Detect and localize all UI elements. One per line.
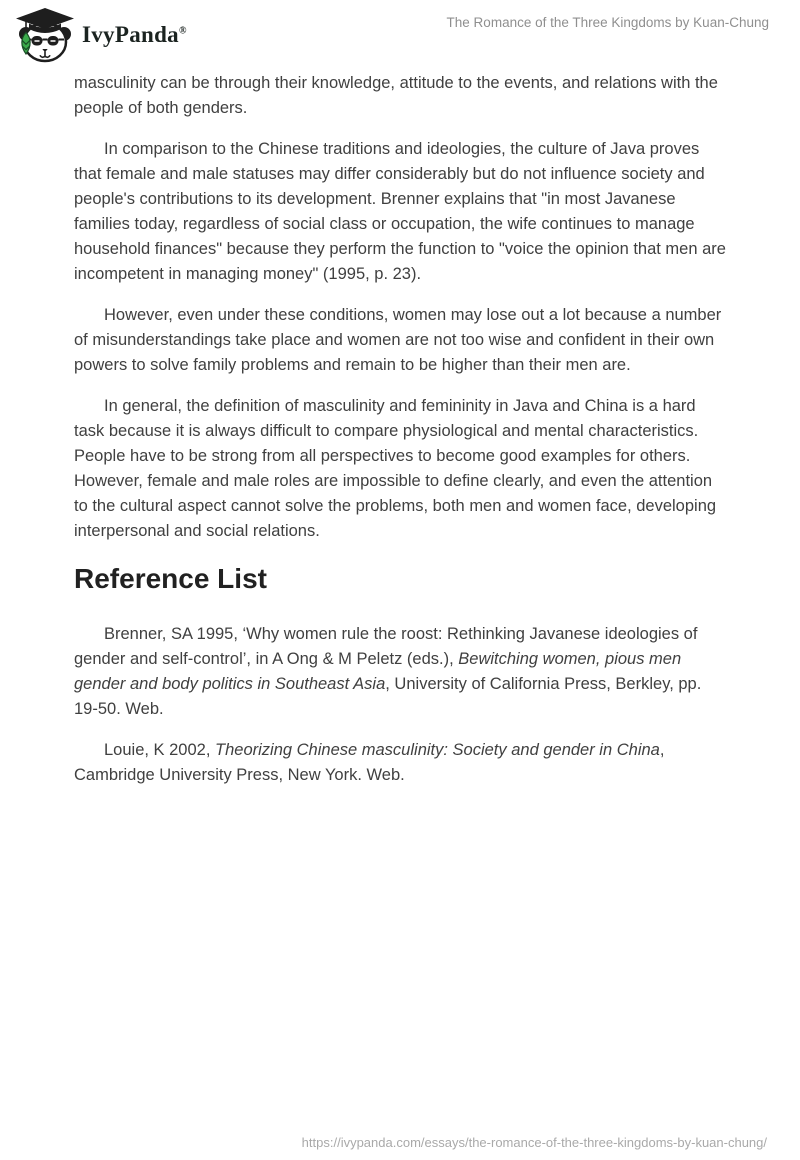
source-url-link[interactable]: https://ivypanda.com/essays/the-romance-of-the-three-kingdoms-by-kuan-chung/ (301, 1135, 767, 1150)
reference-title-italic: Theorizing Chinese masculinity: Society and gender in China (215, 741, 660, 759)
footer (302, 1135, 767, 1150)
reference-entry (74, 738, 726, 788)
essay-paragraph: masculinity can be through their knowledge, attitude to the events, and relations with the people of both genders. (74, 74, 718, 117)
reference-text: , University of California Press, Berkley, pp. 19-50. Web. (74, 675, 702, 718)
essay-paragraph: In general, the definition of masculinity and femininity in Java and China is a hard task because it is always difficult to compare physiological and mental characteristics. People have to be strong from all perspectives to become good examples for others. However, female and male roles are impossible to define clearly, and even the attention to the cultural aspect cannot solve the problems, both men and women face, developing interpersonal and social relations. (74, 397, 717, 540)
reference-text: Brenner, SA 1995, ‘Why women rule the roost: Rethinking Javanese ideologies of gender and self-control’, in A Ong & M Peletz (eds.), (74, 625, 698, 668)
ivypanda-panda-logo-icon (14, 7, 76, 63)
essay-paragraph: However, even under these conditions, women may lose out a lot because a number of misunderstandings take place and women are not too wise and confident in their own powers to solve family problems and remain to be higher than their men are. (74, 306, 722, 374)
brand-name (82, 22, 187, 48)
reference-title-italic: Bewitching women, pious men gender and body politics in Southeast Asia (74, 650, 682, 693)
essay-paragraphs (74, 71, 726, 544)
document-title: The Romance of the Three Kingdoms by Kuan-Chung (446, 15, 769, 30)
essay-paragraph: In comparison to the Chinese traditions and ideologies, the culture of Java proves that female and male statuses may differ considerably but do not influence society and people's contributions to its development. Brenner explains that "in most Javanese families today, regardless of social class or occupation, the wife continues to manage household finances" because they perform the function to "voice the opinion that men are incompetent in managing money" (1995, p. 23). (74, 140, 726, 283)
essay-content (0, 66, 800, 788)
brand (14, 7, 187, 63)
header (0, 0, 800, 66)
reference-list (74, 622, 726, 788)
reference-text: Louie, K 2002, (104, 741, 216, 759)
brand-name-text: IvyPanda (82, 22, 179, 47)
reference-text: , Cambridge University Press, New York. Web. (74, 741, 665, 784)
reference-entry (74, 622, 726, 722)
registered-trademark-symbol: ® (178, 25, 187, 37)
reference-list-heading: Reference List (74, 563, 267, 594)
